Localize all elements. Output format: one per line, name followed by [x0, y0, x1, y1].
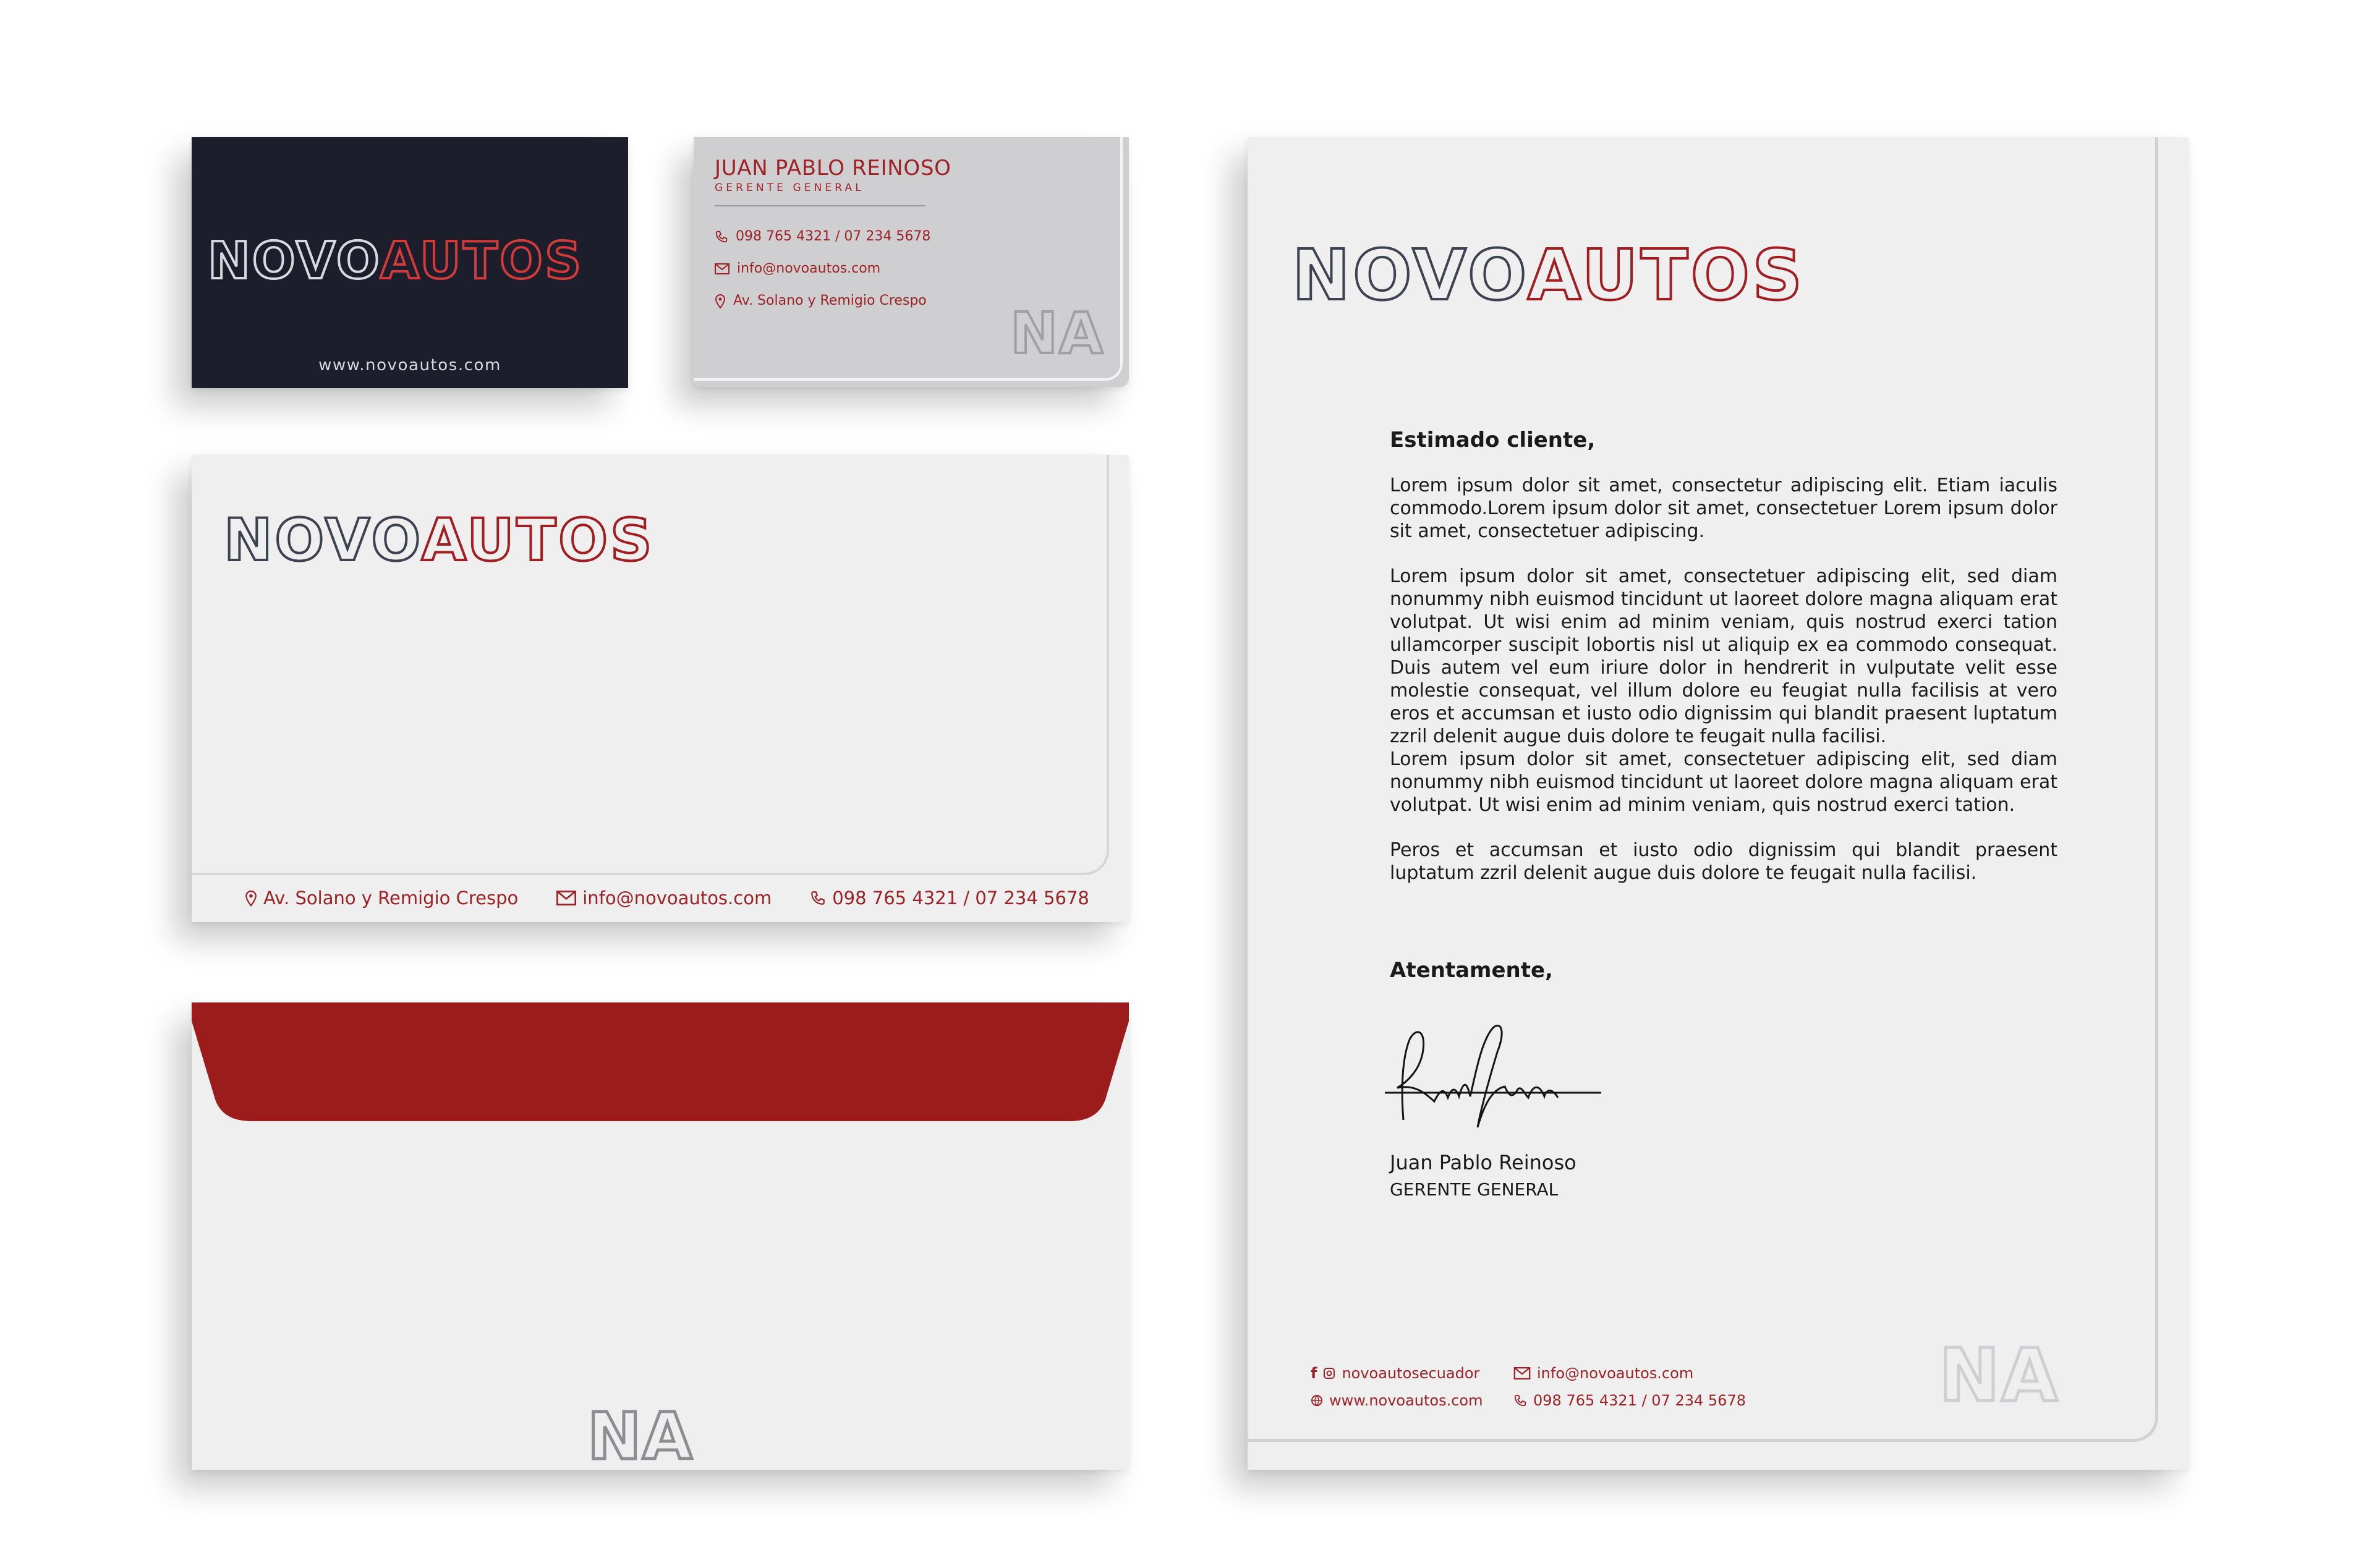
letter-closing: Atentamente, — [1390, 958, 1553, 983]
brand-logo: NOVOAUTOS — [224, 507, 655, 574]
card-address-line: Av. Solano y Remigio Crespo — [715, 293, 927, 308]
card-job-title: GERENTE GENERAL — [715, 182, 864, 194]
phone-icon — [1513, 1394, 1527, 1407]
location-icon — [715, 294, 726, 308]
signature — [1385, 1015, 1607, 1138]
letter-social: f novoautosecuador — [1311, 1365, 1480, 1382]
envelope-monogram: NA — [587, 1399, 694, 1470]
envelope-footer — [245, 888, 1089, 909]
envelope-email: info@novoautos.com — [556, 888, 772, 909]
letter-paragraph: Lorem ipsum dolor sit amet, consectetuer adipiscing elit, sed diam nonummy nibh euismod tincidunt ut laoreet dolore magna aliquam erat volutpat. Ut wisi enim ad minim veniam, quis nostrud exerci tation ullamcorper suscipit lobortis nisl ut aliquip ex ea commodo consequat. Duis autem vel eum iriure dolor in hendrerit in vulputate velit esse molestie consequat, vel illum dolore eu feugiat nulla facilisis at vero eros et accumsan et iusto odio dignissim qui blandit praesent luptatum zzril delenit augue duis dolore te feugait nulla facilisi. — [1390, 566, 2057, 747]
card-divider — [715, 205, 925, 206]
envelope-front — [192, 455, 1129, 922]
brand-logo: NOVOAUTOS — [1292, 235, 1805, 316]
envelope-address: Av. Solano y Remigio Crespo — [245, 888, 518, 909]
letter-monogram: NA — [1939, 1333, 2059, 1418]
mail-icon — [715, 263, 730, 275]
facebook-icon: f — [1311, 1365, 1317, 1382]
letter-website: www.novoautos.com — [1311, 1392, 1483, 1409]
card-name: JUAN PABLO REINOSO — [715, 156, 951, 180]
letter-email: info@novoautos.com — [1513, 1365, 1693, 1382]
card-email-line: info@novoautos.com — [715, 261, 880, 276]
letter-paragraph: Peros et accumsan et iusto odio dignissim qui blandit praesent luptatum zzril delenit augue duis dolore te feugait nulla facilisi. — [1390, 839, 2057, 884]
letter-greeting: Estimado cliente, — [1390, 428, 1596, 452]
envelope-flap — [192, 1002, 1129, 1121]
signer-title: GERENTE GENERAL — [1390, 1179, 1559, 1200]
brand-logo: NOVOAUTOS — [208, 232, 584, 290]
letter-paragraph: Lorem ipsum dolor sit amet, consectetur adipiscing elit. Etiam iaculis commodo.Lorem ipsum dolor sit amet, consectetuer Lorem ipsum dolor sit amet, consectetuer adipiscing. — [1390, 475, 2057, 542]
signer-name: Juan Pablo Reinoso — [1390, 1151, 1576, 1174]
letter-body — [1390, 429, 2057, 907]
business-card-back — [694, 137, 1129, 387]
globe-icon — [1311, 1394, 1323, 1407]
letterhead — [1248, 137, 2189, 1470]
letter-paragraph: Lorem ipsum dolor sit amet, consectetuer adipiscing elit, sed diam nonummy nibh euismod tincidunt ut laoreet dolore magna aliquam erat volutpat. Ut wisi enim ad minim veniam, quis nostrud exerci tation. — [1390, 748, 2057, 816]
mail-icon — [1513, 1367, 1531, 1379]
card-website: www.novoautos.com — [318, 356, 501, 375]
card-monogram: NA — [1010, 300, 1104, 367]
mail-icon — [556, 891, 576, 905]
envelope-phone: 098 765 4321 / 07 234 5678 — [810, 888, 1089, 909]
card-phone-line: 098 765 4321 / 07 234 5678 — [715, 229, 930, 244]
envelope-back — [192, 1002, 1129, 1470]
instagram-icon — [1323, 1367, 1335, 1379]
letter-phone: 098 765 4321 / 07 234 5678 — [1513, 1392, 1746, 1409]
phone-icon — [715, 230, 728, 244]
business-card-front — [192, 137, 628, 388]
location-icon — [245, 889, 257, 907]
phone-icon — [810, 890, 826, 906]
